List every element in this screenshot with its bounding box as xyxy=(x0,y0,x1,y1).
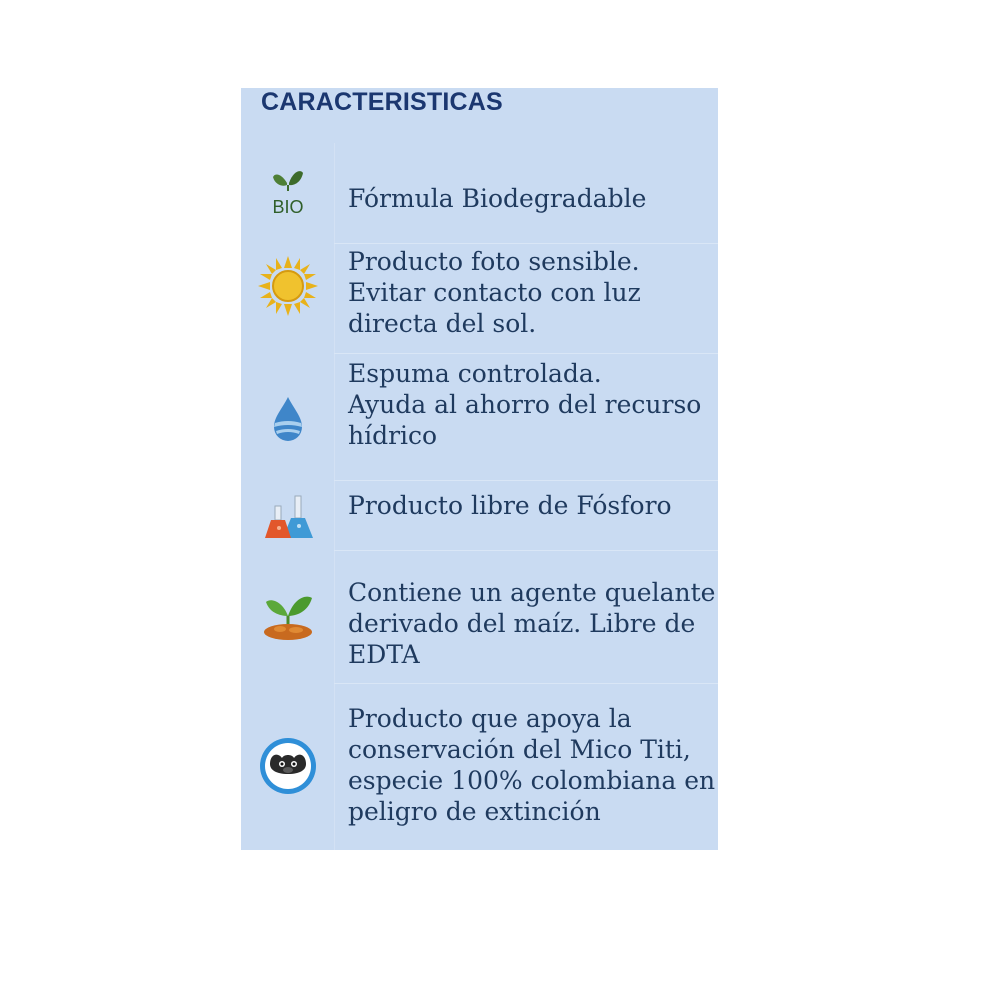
titi-monkey-icon xyxy=(241,703,334,828)
item-text: Producto libre de Fósforo xyxy=(348,491,672,520)
water-drop-icon xyxy=(241,358,334,478)
sun-icon xyxy=(241,246,334,326)
list-item-foam xyxy=(241,358,718,468)
sprout-soil-icon xyxy=(241,583,334,645)
list-item-chelating-agent xyxy=(241,578,718,683)
item-text: Producto foto sensible. Evitar contacto con luz directa del sol. xyxy=(348,247,641,338)
list-item-mico-titi xyxy=(241,703,718,843)
list-item-biodegradable xyxy=(241,143,718,243)
lab-flasks-icon xyxy=(241,483,334,551)
row-divider xyxy=(334,243,718,244)
row-divider xyxy=(334,480,718,481)
bio-icon-label: BIO xyxy=(271,197,304,217)
item-text: Producto que apoya la conservación del Mico Titi, especie 100% colombiana en peligro de extinción xyxy=(348,704,716,826)
panel-title: CARACTERISTICAS xyxy=(261,88,503,116)
row-divider xyxy=(334,683,718,684)
characteristics-panel xyxy=(241,88,718,850)
item-text: Contiene un agente quelante derivado del maíz. Libre de EDTA xyxy=(348,578,716,669)
bio-leaf-icon xyxy=(241,143,334,243)
row-divider xyxy=(334,353,718,354)
row-divider xyxy=(334,550,718,551)
item-text: Fórmula Biodegradable xyxy=(348,183,647,213)
list-item-photosensitive xyxy=(241,246,718,356)
item-text: Espuma controlada. Ayuda al ahorro del recurso hídrico xyxy=(348,359,702,450)
list-item-phosphorus-free xyxy=(241,483,718,551)
